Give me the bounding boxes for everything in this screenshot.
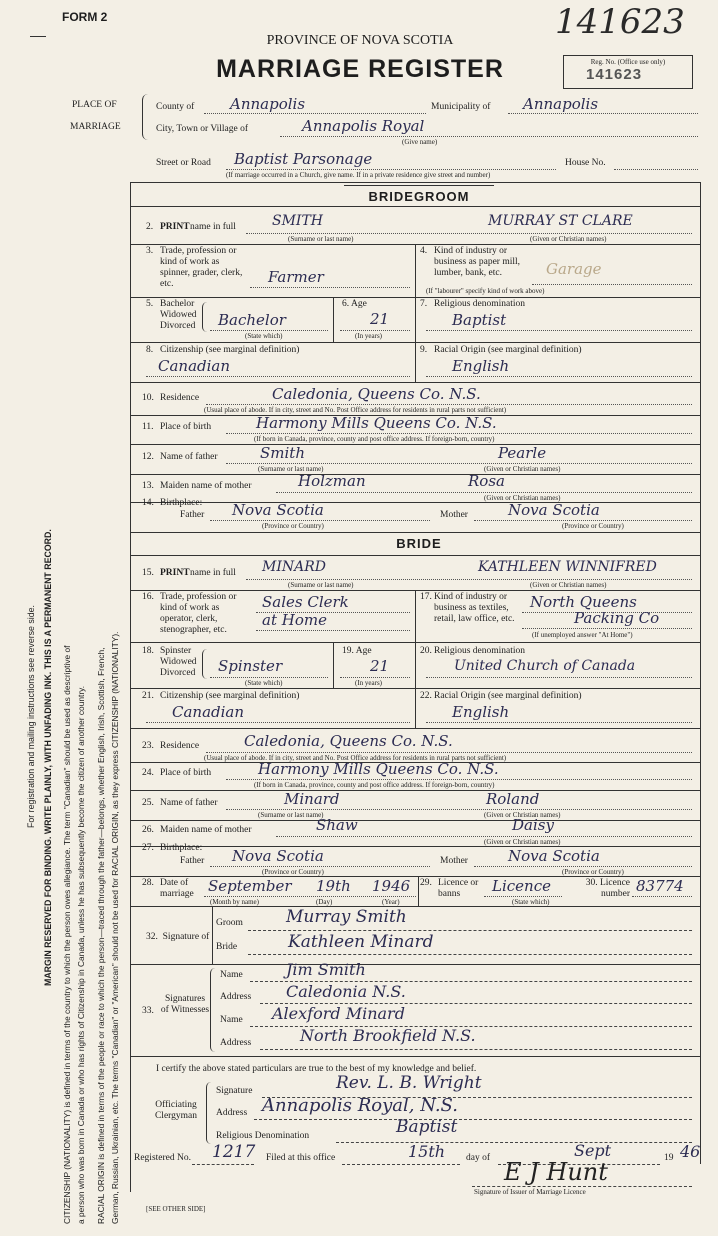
witness2-address-label: Address: [220, 1038, 252, 1048]
field-15-number: 15.: [142, 568, 154, 578]
groom-birthplace: Harmony Mills Queens Co. N.S.: [256, 414, 497, 432]
licence-state-which: (State which): [512, 898, 550, 906]
field-3-label: Trade, profession or kind of work as spinner, grader, clerk, etc.: [160, 246, 243, 289]
field-2-print: PRINT: [160, 222, 190, 232]
month-caption: (Month by name): [210, 898, 259, 906]
field-29-label: Licence or banns: [438, 878, 479, 899]
surname-caption: (Surname or last name): [288, 235, 354, 243]
field-10-label: Residence: [160, 393, 200, 403]
field-5-label: Bachelor Widowed Divorced: [160, 299, 197, 331]
witness1-address: Caledonia N.S.: [286, 982, 406, 1001]
clergy-denomination: Baptist: [396, 1117, 458, 1137]
groom-trade: Farmer: [268, 268, 324, 286]
father-prov-caption: (Province or Country): [262, 522, 324, 530]
bride-state-which: (State which): [245, 679, 283, 687]
field-20-label: Religious denomination: [434, 646, 526, 656]
marriage-year: 1946: [372, 877, 411, 895]
house-label: House No.: [565, 158, 606, 168]
bride-trade: Sales Clerk: [262, 593, 349, 611]
place-brace: [142, 94, 151, 140]
bride-mother-prov-caption: (Province or Country): [562, 868, 624, 876]
field-27-label: Birthplace:: [160, 843, 203, 853]
bride-birthplace: Harmony Mills Queens Co. N.S.: [258, 760, 499, 778]
clergy-label: Officiating Clergyman: [154, 1100, 198, 1121]
filed-month: Sept: [574, 1141, 612, 1160]
handwritten-register-number: 141623: [555, 2, 685, 42]
field-22-label: Racial Origin (see marginal definition): [434, 691, 582, 701]
field-25-number: 25.: [142, 798, 154, 808]
bride-industry-line2: Packing Co: [574, 609, 660, 627]
bride-father-surname-caption: (Surname or last name): [258, 811, 324, 819]
field-10-number: 10.: [142, 393, 154, 403]
groom-given-names: MURRAY ST CLARE: [488, 213, 633, 229]
county-value: Annapolis: [230, 95, 306, 113]
field-2-label: name in full: [190, 222, 236, 232]
field-21-label: Citizenship (see marginal definition): [160, 691, 300, 701]
field-32-number: 32.: [146, 932, 158, 942]
field-26-label: Maiden name of mother: [160, 825, 252, 835]
field-21-number: 21.: [142, 691, 154, 701]
clergy-address-label: Address: [216, 1108, 248, 1118]
groom-father-surname: Smith: [260, 444, 305, 462]
age-caption: (In years): [355, 332, 383, 340]
field-33-number: 33.: [142, 1006, 154, 1016]
field-6-label: 6. Age: [342, 299, 367, 309]
form-left-border: [130, 182, 131, 1192]
field-16-label: Trade, profession or kind of work as operator, clerk, stenographer, etc.: [160, 592, 237, 635]
field-15-label: name in full: [190, 568, 236, 578]
filed-day: 15th: [408, 1142, 446, 1161]
groom-mother-surname: Holzman: [298, 472, 366, 490]
bride-surname: MINARD: [262, 559, 326, 575]
field-20-number: 20.: [420, 646, 432, 656]
bride-status: Spinster: [218, 657, 283, 675]
field-23-number: 23.: [142, 741, 154, 751]
witness1-name: Jim Smith: [286, 960, 366, 979]
field-13-number: 13.: [142, 481, 154, 491]
licence-number: 83774: [636, 877, 684, 895]
groom-residence: Caledonia, Queens Co. N.S.: [272, 385, 481, 403]
field-24-number: 24.: [142, 768, 154, 778]
registered-number: 1217: [212, 1142, 256, 1162]
bride-father-prov-caption: (Province or Country): [262, 868, 324, 876]
filed-year-prefix: 19: [664, 1153, 674, 1163]
field-28-label: Date of marriage: [160, 878, 194, 899]
street-label: Street or Road: [156, 158, 211, 168]
margin-line-4: a person who was born in Canada or who has rights of Citizenship in Canada, unless he has subsequently become the citizen of another country.: [76, 685, 86, 1224]
field-11-label: Place of birth: [160, 422, 212, 432]
form-number: FORM 2: [62, 10, 108, 24]
groom-racial-origin: English: [452, 357, 510, 375]
bride-father-given-caption: (Given or Christian names): [484, 811, 561, 819]
field-2-number: 2.: [146, 222, 154, 232]
field-25-label: Name of father: [160, 798, 218, 808]
bride-birthplace-caption: (If born in Canada, province, county and post office address. If foreign-born, country): [254, 781, 495, 789]
field-11-number: 11.: [142, 422, 154, 432]
bride-given-names: KATHLEEN WINNIFRED: [478, 559, 657, 575]
field-14-father-label: Father: [180, 510, 205, 520]
bride-residence: Caledonia, Queens Co. N.S.: [244, 732, 453, 750]
field-17-label: Kind of industry or business as textiles, retail, law office, etc.: [434, 592, 515, 624]
issuer-caption: Signature of Issuer of Marriage Licence: [474, 1188, 586, 1196]
reg-number-box: [563, 55, 693, 89]
reg-number-stamp: 141623: [586, 66, 643, 83]
field-17-number: 17.: [420, 592, 432, 602]
groom-citizenship: Canadian: [158, 357, 231, 375]
day-caption: (Day): [316, 898, 333, 906]
groom-signature-label: Groom: [216, 918, 243, 928]
religious-denomination-label: Religious Denomination: [216, 1131, 310, 1141]
bride-religion: United Church of Canada: [454, 658, 636, 674]
field-16-number: 16.: [142, 592, 154, 602]
city-label: City, Town or Village of: [156, 124, 248, 134]
bride-mother-given: Daisy: [512, 816, 554, 834]
bride-father-surname: Minard: [284, 790, 340, 808]
mother-prov-caption: (Province or Country): [562, 522, 624, 530]
bride-citizenship: Canadian: [172, 703, 245, 721]
groom-signature: Murray Smith: [286, 907, 407, 927]
field-26-number: 26.: [142, 825, 154, 835]
groom-father-given: Pearle: [498, 444, 547, 462]
margin-line-3: CITIZENSHIP (NATIONALITY) is defined in terms of the country to which the person owes allegiance. The term "Canadian" should be used as descriptive of: [62, 645, 72, 1224]
groom-age: 21: [370, 310, 390, 328]
year-caption: (Year): [382, 898, 400, 906]
groom-father-birthplace: Nova Scotia: [232, 501, 324, 519]
field-19-label: 19. Age: [342, 646, 372, 656]
city-value: Annapolis Royal: [302, 117, 425, 135]
bride-mother-given-caption: (Given or Christian names): [484, 838, 561, 846]
margin-line-6: German, Russian, Ukrainian, etc. The terms "Canadian" or "American" should not be used for RACIAL ORIGIN, as they express CITIZENSHIP (NATIONALITY).: [110, 631, 120, 1224]
margin-mark: [30, 36, 46, 37]
clergy-signature-label: Signature: [216, 1086, 253, 1096]
field-22-number: 22.: [420, 691, 432, 701]
witness1-name-label: Name: [220, 970, 243, 980]
witness2-name-label: Name: [220, 1015, 243, 1025]
field-14-label: Birthplace:: [160, 498, 203, 508]
clergy-address: Annapolis Royal, N.S.: [262, 1095, 458, 1116]
bride-age: 21: [370, 657, 390, 675]
field-18-label: Spinster Widowed Divorced: [160, 646, 197, 678]
bride-mother-surname: Shaw: [316, 816, 358, 834]
field-8-label: Citizenship (see marginal definition): [160, 345, 300, 355]
field-29-number: 29.: [420, 878, 432, 888]
bride-given-caption: (Given or Christian names): [530, 581, 607, 589]
margin-line-1: For registration and mailing instructions see reverse side.: [26, 605, 36, 828]
witness1-address-label: Address: [220, 992, 252, 1002]
licence-or-banns: Licence: [492, 877, 551, 895]
bride-father-birthplace: Nova Scotia: [232, 847, 324, 865]
day-of-label: day of: [466, 1153, 491, 1163]
groom-religion: Baptist: [452, 311, 507, 329]
father-surname-caption: (Surname or last name): [258, 465, 324, 473]
field-12-number: 12.: [142, 452, 154, 462]
field-4-caption: (If "labourer" specify kind of work above): [426, 287, 545, 295]
county-label: County of: [156, 102, 195, 112]
witness2-address: North Brookfield N.S.: [300, 1026, 476, 1045]
municipality-value: Annapolis: [523, 95, 599, 113]
field-4-number: 4.: [420, 246, 428, 256]
field-30-label: 30. Licence number: [585, 878, 630, 899]
bride-industry: North Queens: [530, 593, 637, 611]
field-24-label: Place of birth: [160, 768, 212, 778]
municipality-label: Municipality of: [431, 102, 491, 112]
field-14-mother-label: Mother: [440, 510, 468, 520]
place-label-1: PLACE OF: [72, 100, 117, 110]
bride-residence-caption: (Usual place of abode. If in city, street and No. Post Office address for residents in rural parts not sufficient): [204, 754, 507, 762]
issuer-signature: E J Hunt: [504, 1158, 608, 1186]
see-other-side: [SEE OTHER SIDE]: [146, 1205, 206, 1213]
residence-caption: (Usual place of abode. If in city, street and No. Post Office address for residents in rural parts not sufficient): [204, 406, 507, 414]
groom-status: Bachelor: [218, 311, 286, 329]
birthplace-caption: (If born in Canada, province, county and post office address. If foreign-born, country): [254, 435, 495, 443]
field-9-label: Racial Origin (see marginal definition): [434, 345, 582, 355]
field-14-number: 14.: [142, 498, 154, 508]
field-32-label: Signature of: [162, 932, 210, 942]
bride-heading: BRIDE: [396, 536, 442, 551]
field-27-mother-label: Mother: [440, 856, 468, 866]
place-label-2: MARRIAGE: [70, 122, 121, 132]
groom-industry: Garage: [546, 260, 602, 278]
reg-number-label: Reg. No. (Office use only): [590, 58, 666, 66]
groom-mother-given: Rosa: [468, 472, 505, 490]
field-27-father-label: Father: [180, 856, 205, 866]
field-7-number: 7.: [420, 299, 428, 309]
document-title: MARRIAGE REGISTER: [216, 55, 504, 83]
field-13-label: Maiden name of mother: [160, 481, 252, 491]
registered-label: Registered No.: [134, 1153, 191, 1163]
witness2-name: Alexford Minard: [272, 1004, 405, 1023]
bride-trade-line2: at Home: [262, 611, 327, 629]
clergy-signature: Rev. L. B. Wright: [336, 1073, 482, 1093]
bride-racial-origin: English: [452, 703, 510, 721]
give-name-caption: (Give name): [402, 138, 438, 146]
marriage-month: September: [208, 877, 292, 895]
field-8-number: 8.: [146, 345, 154, 355]
bride-surname-caption: (Surname or last name): [288, 581, 354, 589]
street-value: Baptist Parsonage: [234, 150, 373, 168]
mother-given-caption: (Given or Christian names): [484, 494, 561, 502]
bride-father-given: Roland: [486, 790, 540, 808]
field-23-label: Residence: [160, 741, 200, 751]
groom-mother-birthplace: Nova Scotia: [508, 501, 600, 519]
groom-state-which: (State which): [245, 332, 283, 340]
margin-line-2: MARGIN RESERVED FOR BINDING. WRITE PLAINLY, WITH UNFADING INK. THIS IS A PERMANENT RECORD.: [43, 529, 53, 986]
bridegroom-heading: BRIDEGROOM: [368, 189, 470, 204]
field-27-number: 27.: [142, 843, 154, 853]
field-18-number: 18.: [142, 646, 154, 656]
field-17-caption: (If unemployed answer "At Home"): [532, 631, 633, 639]
field-33-label: Signatures of Witnesses: [160, 994, 210, 1015]
groom-surname: SMITH: [272, 213, 324, 229]
bride-signature-label: Bride: [216, 942, 238, 952]
province-title: PROVINCE OF NOVA SCOTIA: [266, 33, 454, 48]
field-15-print: PRINT: [160, 568, 190, 578]
margin-line-5: RACIAL ORIGIN is defined in terms of the people or race to which the person—traced through the father—belongs, whether English, Irish, Scottish, French,: [96, 647, 106, 1224]
field-4-label: Kind of industry or business as paper mill, lumber, bank, etc.: [434, 246, 521, 278]
bride-mother-birthplace: Nova Scotia: [508, 847, 600, 865]
field-9-number: 9.: [420, 345, 428, 355]
given-caption: (Given or Christian names): [530, 235, 607, 243]
filed-label: Filed at this office: [266, 1153, 336, 1163]
bride-signature: Kathleen Minard: [288, 932, 434, 952]
field-5-number: 5.: [146, 299, 154, 309]
father-given-caption: (Given or Christian names): [484, 465, 561, 473]
field-12-label: Name of father: [160, 452, 218, 462]
bride-age-caption: (In years): [355, 679, 383, 687]
filed-year: 46: [680, 1142, 701, 1161]
street-note: (If marriage occurred in a Church, give name. If in a private residence give street and number): [226, 171, 491, 179]
field-3-number: 3.: [146, 246, 154, 256]
field-28-number: 28.: [142, 878, 154, 888]
certification-text: I certify the above stated particulars are true to the best of my knowledge and belief.: [156, 1064, 477, 1074]
marriage-day: 19th: [316, 877, 351, 895]
field-7-label: Religious denomination: [434, 299, 526, 309]
